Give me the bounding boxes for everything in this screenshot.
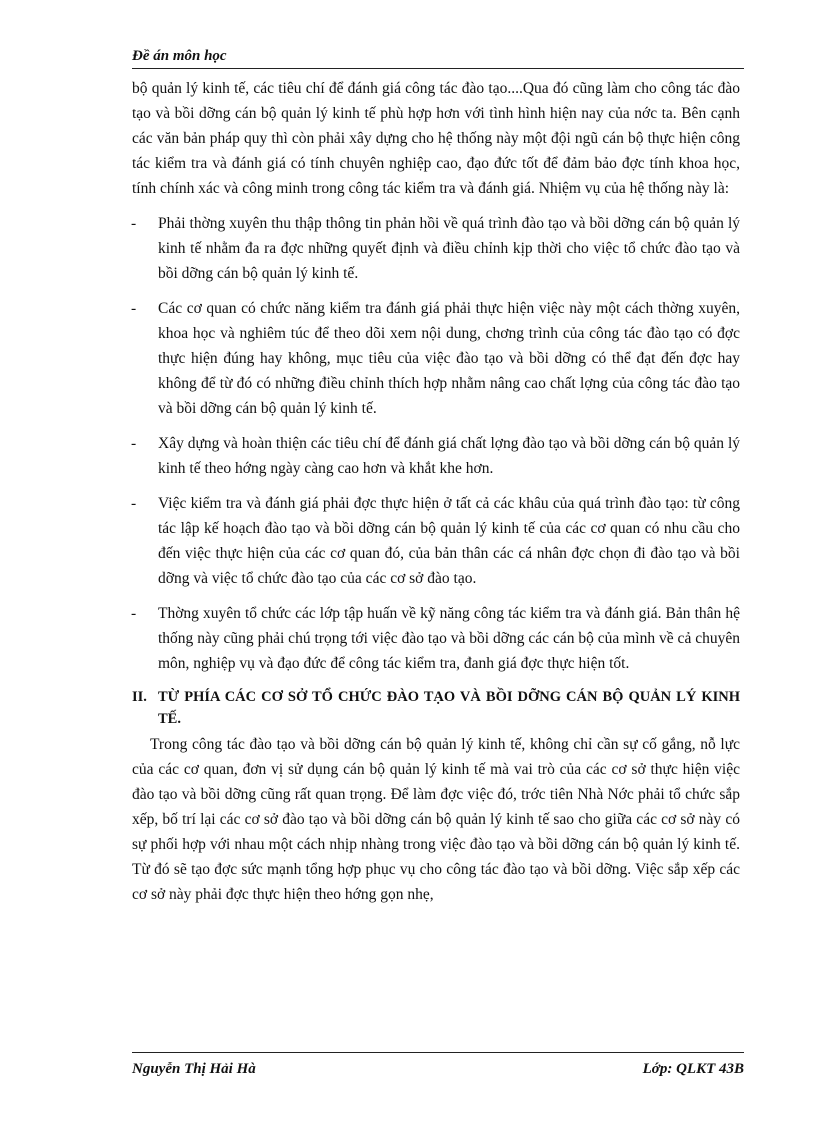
- list-item: [132, 601, 740, 676]
- list-item-text: Xây dựng và hoàn thiện các tiêu chí để đánh giá chất lợng đào tạo và bồi dỡng cán bộ quản lý kinh tế theo hớng ngày càng cao hơn và khắt khe hơn.: [158, 435, 740, 477]
- page-content: [132, 76, 740, 907]
- bullet-dash: -: [131, 605, 137, 622]
- footer-author: Nguyễn Thị Hải Hà: [132, 1061, 256, 1077]
- section-heading: [132, 686, 740, 730]
- list-item: [132, 491, 740, 591]
- section-number: II.: [132, 689, 147, 705]
- page-header: [132, 46, 744, 69]
- list-item-text: Các cơ quan có chức năng kiểm tra đánh giá phải thực hiện việc này một cách thờng xuyên, khoa học và nghiêm túc để theo dõi xem nội dung, chơng trình của công tác đào tạo có đợc thực hiện đúng hay không, mục tiêu của việc đào tạo và bồi dỡng có thể đạt đến đợc hay không để từ đó có những điều chỉnh thích hợp nhằm nâng cao chất lợng của công tác đào tạo và bồi dỡng cán bộ quản lý kinh tế.: [158, 300, 740, 417]
- section-title: TỪ PHÍA CÁC CƠ SỞ TỔ CHỨC ĐÀO TẠO VÀ BỒI DỠNG CÁN BỘ QUẢN LÝ KINH TẾ.: [158, 689, 740, 727]
- list-item: [132, 211, 740, 286]
- bullet-dash: -: [131, 435, 137, 452]
- intro-paragraph: bộ quản lý kinh tế, các tiêu chí để đánh giá công tác đào tạo....Qua đó cũng làm cho công tác đào tạo và bồi dỡng cán bộ quản lý kinh tế phù hợp hơn với tình hình hiện nay của nớc ta. Bên cạnh các văn bản pháp quy thì còn phải xây dựng cho hệ thống này một đội ngũ cán bộ thực hiện công tác kiểm tra và đánh giá có tính chuyên nghiệp cao, đạo đức tốt để đảm bảo đợc tính khoa học, tính chính xác và công minh trong công tác kiểm tra và đánh giá. Nhiệm vụ của hệ thống này là:: [132, 80, 740, 197]
- list-item-text: Phải thờng xuyên thu thập thông tin phản hồi về quá trình đào tạo và bồi dỡng cán bộ quản lý kinh tế nhằm đa ra đợc những quyết định và điều chỉnh kịp thời cho việc tổ chức đào tạo và bồi dỡng cán bộ quản lý kinh tế.: [158, 215, 740, 282]
- header-title: Đề án môn học: [132, 48, 227, 64]
- list-item: [132, 431, 740, 481]
- bullet-dash: -: [131, 215, 137, 232]
- page-footer: [132, 1052, 744, 1093]
- list-item-text: Việc kiểm tra và đánh giá phải đợc thực hiện ở tất cả các khâu của quá trình đào tạo: từ công tác lập kế hoạch đào tạo và bồi dỡng cán bộ quản lý kinh tế của các cơ quan có nhu cầu cho đến việc thực hiện của các cơ quan đó, của bản thân các cá nhân đợc chọn đi đào tạo và bồi dỡng và việc tổ chức đào tạo của các cơ sở đào tạo.: [158, 495, 740, 587]
- list-item: [132, 296, 740, 421]
- bullet-dash: -: [131, 300, 137, 317]
- list-item-text: Thờng xuyên tổ chức các lớp tập huấn về kỹ năng công tác kiểm tra và đánh giá. Bản thân hệ thống này cũng phải chú trọng tới việc đào tạo và bồi dỡng các cán bộ của mình về cả chuyên môn, nghiệp vụ và đạo đức để công tác kiểm tra, đanh giá đợc thực hiện tốt.: [158, 605, 740, 672]
- bullet-list: [132, 211, 740, 676]
- bullet-dash: -: [131, 495, 137, 512]
- section-body-paragraph: Trong công tác đào tạo và bồi dỡng cán bộ quản lý kinh tế, không chỉ cần sự cố gắng, nỗ lực của các cơ quan, đơn vị sử dụng cán bộ quản lý kinh tế mà vai trò của các cơ sở thực hiện việc đào tạo và bồi dỡng cũng rất quan trọng. Để làm đợc việc đó, trớc tiên Nhà Nớc phải tổ chức sắp xếp, bố trí lại các cơ sở đào tạo và bồi dỡng cán bộ quản lý kinh tế sao cho giữa các cơ sở này có sự phối hợp với nhau một cách nhịp nhàng trong việc đào tạo và bồi dỡng cán bộ quản lý kinh tế. Từ đó sẽ tạo đợc sức mạnh tổng hợp phục vụ cho công tác đào tạo và bồi dỡng. Việc sắp xếp các cơ sở này phải đợc thực hiện theo hớng gọn nhẹ,: [132, 736, 740, 903]
- footer-class: Lớp: QLKT 43B: [642, 1061, 744, 1077]
